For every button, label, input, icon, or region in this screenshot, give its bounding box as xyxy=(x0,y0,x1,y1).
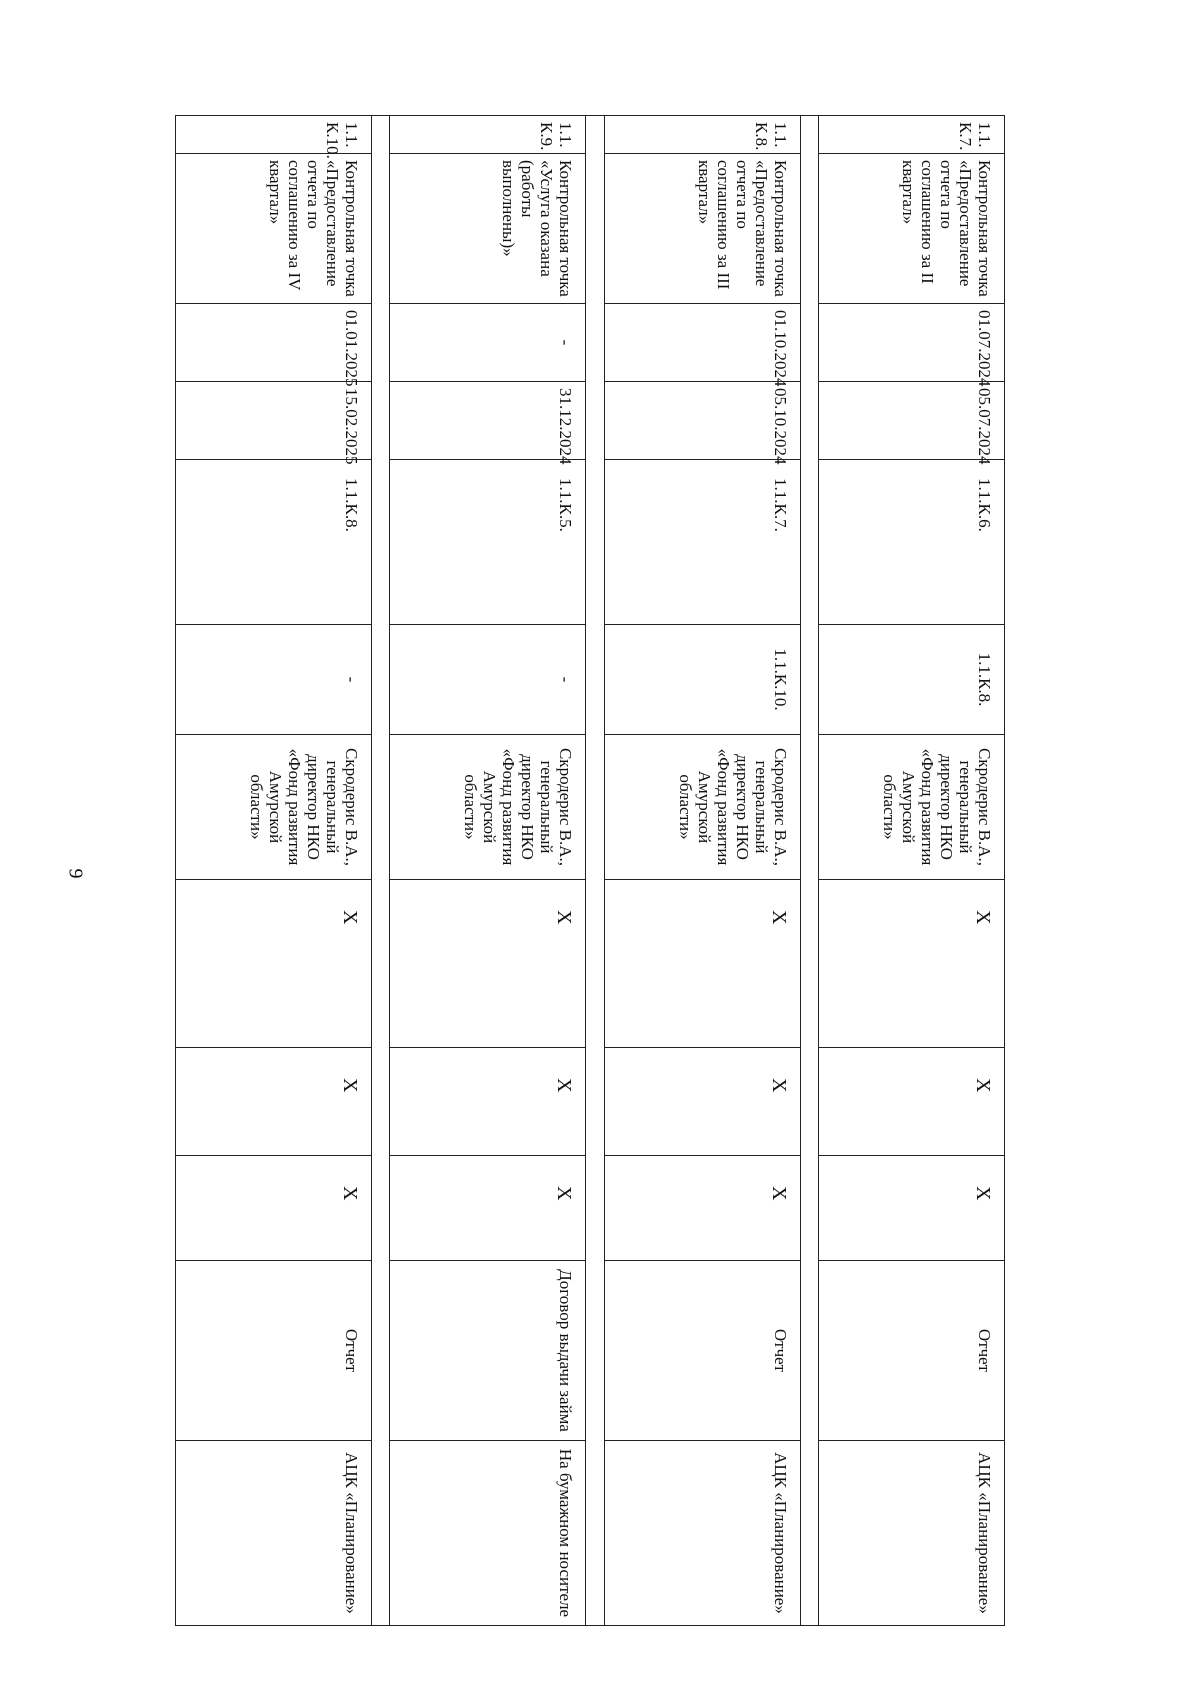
row-gap xyxy=(371,116,390,1626)
row-end-date: 31.12.2024 xyxy=(390,382,586,460)
row-gap xyxy=(586,116,605,1626)
page-number: 9 xyxy=(64,868,87,879)
row-x-mark: X xyxy=(176,1156,372,1261)
row-system: На бумажном носителе xyxy=(390,1441,586,1626)
row-gap xyxy=(800,116,819,1626)
row-x-mark: X xyxy=(819,1048,1005,1156)
row-system: АЦК «Планирование» xyxy=(604,1441,800,1626)
row-name: Контрольная точка «Предоставление отчета по соглашению за III квартал» xyxy=(604,154,800,304)
row-number: 1.1. К.9. xyxy=(390,116,586,154)
table-row xyxy=(390,116,586,1626)
row-responsible: Скродерис В.А., генеральный директор НКО «Фонд развития Амурской области» xyxy=(819,735,1005,880)
row-x-mark: X xyxy=(390,1048,586,1156)
row-x-mark: X xyxy=(604,880,800,1048)
row-x-mark: X xyxy=(390,1156,586,1261)
row-successor: 1.1.К.8. xyxy=(819,625,1005,735)
row-start-date: 01.01.2025 xyxy=(176,304,372,382)
row-document: Отчет xyxy=(604,1261,800,1441)
row-predecessor: 1.1.К.6. xyxy=(819,460,1005,625)
row-predecessor: 1.1.К.5. xyxy=(390,460,586,625)
control-points-table-wrapper xyxy=(175,115,1005,1625)
row-document: Отчет xyxy=(819,1261,1005,1441)
row-x-mark: X xyxy=(819,1156,1005,1261)
row-number: 1.1. К.7. xyxy=(819,116,1005,154)
row-system: АЦК «Планирование» xyxy=(819,1441,1005,1626)
row-document: Отчет xyxy=(176,1261,372,1441)
control-points-table xyxy=(175,115,1005,1626)
row-responsible: Скродерис В.А., генеральный директор НКО «Фонд развития Амурской области» xyxy=(176,735,372,880)
table-body xyxy=(176,116,1005,1626)
row-x-mark: X xyxy=(176,880,372,1048)
row-name: Контрольная точка «Предоставление отчета по соглашению за II квартал» xyxy=(819,154,1005,304)
row-x-mark: X xyxy=(176,1048,372,1156)
row-responsible: Скродерис В.А., генеральный директор НКО «Фонд развития Амурской области» xyxy=(390,735,586,880)
table-row xyxy=(604,116,800,1626)
row-gap-cell xyxy=(371,116,390,1626)
rotated-table-area xyxy=(175,115,1005,1625)
row-gap-cell xyxy=(586,116,605,1626)
row-successor: - xyxy=(176,625,372,735)
row-end-date: 05.07.2024 xyxy=(819,382,1005,460)
row-number: 1.1. К.10. xyxy=(176,116,372,154)
row-end-date: 05.10.2024 xyxy=(604,382,800,460)
row-gap-cell xyxy=(800,116,819,1626)
row-start-date: 01.07.2024 xyxy=(819,304,1005,382)
row-name: Контрольная точка «Услуга оказана (работы выполнены)» xyxy=(390,154,586,304)
row-start-date: 01.10.2024 xyxy=(604,304,800,382)
row-start-date: - xyxy=(390,304,586,382)
row-successor: 1.1.К.10. xyxy=(604,625,800,735)
row-document: Договор выдачи займа xyxy=(390,1261,586,1441)
row-x-mark: X xyxy=(604,1156,800,1261)
table-row xyxy=(176,116,372,1626)
row-x-mark: X xyxy=(604,1048,800,1156)
row-predecessor: 1.1.К.8. xyxy=(176,460,372,625)
table-row xyxy=(819,116,1005,1626)
row-x-mark: X xyxy=(819,880,1005,1048)
row-name: Контрольная точка «Предоставление отчета по соглашению за IV квартал» xyxy=(176,154,372,304)
row-number: 1.1. К.8. xyxy=(604,116,800,154)
row-successor: - xyxy=(390,625,586,735)
row-x-mark: X xyxy=(390,880,586,1048)
row-end-date: 15.02.2025 xyxy=(176,382,372,460)
row-predecessor: 1.1.К.7. xyxy=(604,460,800,625)
row-system: АЦК «Планирование» xyxy=(176,1441,372,1626)
row-responsible: Скродерис В.А., генеральный директор НКО «Фонд развития Амурской области» xyxy=(604,735,800,880)
